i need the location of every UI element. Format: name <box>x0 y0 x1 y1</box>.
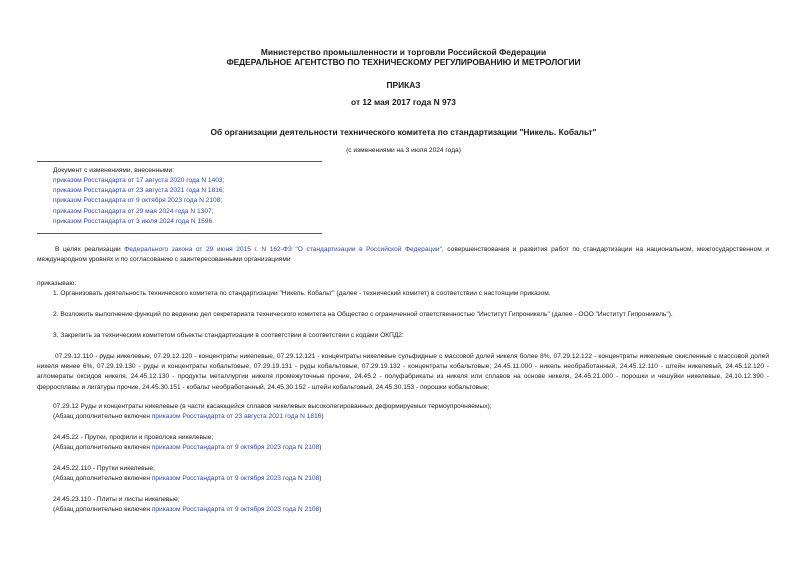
addition-1-text: 07.29.12 Руды и концентраты никелевые (в части касающейся сплавов никелевых высоколегированных деформируемых термоупрочняемых); <box>53 403 492 410</box>
change-link-2[interactable]: приказом Росстандарта от 23 августа 2021 года N 1816; <box>53 187 225 194</box>
addition-4-link[interactable]: приказом Росстандарта от 9 октября 2023 года N 2108 <box>151 506 320 513</box>
addition-4-note: (Абзац дополнительно включен приказом Росстандарта от 9 октября 2023 года N 2108) <box>53 506 322 513</box>
changes-top-divider <box>37 161 322 162</box>
addition-3-link[interactable]: приказом Росстандарта от 9 октября 2023 года N 2108 <box>151 475 320 482</box>
change-link-4[interactable]: приказом Росстандарта от 29 мая 2024 года N 1307; <box>53 208 214 215</box>
ministry-name: Министерство промышленности и торговли Российской Федерации <box>260 47 547 57</box>
addition-2-note: (Абзац дополнительно включен приказом Росстандарта от 9 октября 2023 года N 2108) <box>53 444 322 451</box>
revision-note: (с изменениями на 3 июля 2024 года) <box>346 147 461 154</box>
point-1: 1. Организовать деятельность технического комитета по стандартизации "Никель. Кобальт" (далее - технический комитет) в соответствии с настоящим приказом. <box>53 290 551 297</box>
preamble-text-end: , совершенствования и развития работ по стандартизации на национальном, межгосударственном и международном уровнях и по согласованию с заинтересованными организациями <box>37 246 770 264</box>
change-link-3[interactable]: приказом Росстандарта от 9 октября 2023 года N 2108; <box>53 197 223 204</box>
order-word: приказываю: <box>37 280 77 287</box>
addition-4-text: 24.45.23.110 - Плиты и листы никелевые; <box>53 496 180 503</box>
law-link[interactable]: Федерального закона от 29 июня 2015 г. N 162-ФЗ "О стандартизации в Российской Федерации" <box>124 246 442 253</box>
change-link-5[interactable]: приказом Росстандарта от 3 июля 2024 года N 1596. <box>53 218 214 225</box>
point-3: 3. Закрепить за техническим комитетом объекты стандартизации в соответствии в соответствии с кодами ОКПД2: <box>53 332 404 339</box>
preamble-text-start: В целях реализации <box>55 246 125 253</box>
change-link-1[interactable]: приказом Росстандарта от 17 августа 2020 года N 1403; <box>53 177 225 184</box>
changes-intro: Документ с изменениями, внесенными: <box>53 167 175 174</box>
document-title: Об организации деятельности технического комитета по стандартизации "Никель. Кобальт" <box>210 127 597 137</box>
addition-1-note: (Абзац дополнительно включен приказом Росстандарта от 23 августа 2021 года N 1816) <box>53 413 324 420</box>
addition-2-link[interactable]: приказом Росстандарта от 9 октября 2023 года N 2108 <box>151 444 320 451</box>
document-type: ПРИКАЗ <box>386 80 421 90</box>
addition-3-note: (Абзац дополнительно включен приказом Росстандарта от 9 октября 2023 года N 2108) <box>53 475 322 482</box>
changes-bottom-divider <box>37 233 322 234</box>
preamble-paragraph <box>37 245 769 265</box>
addition-2-text: 24.45.22 - Прутки, профили и проволока никелевые; <box>53 434 214 441</box>
okpd-codes-paragraph <box>37 352 769 393</box>
document-date-number: от 12 мая 2017 года N 973 <box>351 97 456 107</box>
addition-3-text: 24.45.22.110 - Прутки никелевые; <box>53 465 155 472</box>
point-2: 2. Возложить выполнение функций по ведению дел секретариата технического комитета на Общество с ограниченной ответственностью "Институт Гипроникель" (далее - ООО "Институт Гипроникель"). <box>53 311 673 318</box>
addition-1-link[interactable]: приказом Росстандарта от 23 августа 2021 года N 1816 <box>151 413 322 420</box>
agency-name: ФЕДЕРАЛЬНОЕ АГЕНТСТВО ПО ТЕХНИЧЕСКОМУ РЕГУЛИРОВАНИЮ И МЕТРОЛОГИИ <box>226 57 581 67</box>
okpd-codes-text: 07.29.12.110 - руды никелевые, 07.29.12.120 - концентраты никелевые, 07.29.12.121 - концентраты никелевые сульфидные с массовой долей никеля более 8%, 07.29.12.122 - концентраты никелевые окисленные с массовой долей никеля менее 6%, 07.29.19.130 - руды и концентраты кобальтовые, 07.29.19.131 - руды кобальтовые, 07.29.19.132 - концентраты кобальтовые; 24.45.11.000 - никель необработанный, 24.45.12.110 - штейн никелевый, 24.45.12.120 - агломераты оксидов никеля, 24.45.12.130 - продукты металлургии никеля промежуточные прочие, 24.45.2 - полуфабрикаты из никеля или сплавов на основе никеля, 24.45.21.000 - порошки и чешуйки никелевые, 24.10.12.390 - ферросплавы и лигатуры прочие, 24.45.30.151 - кобальт необработанный, 24.45.30.152 - штейн кобальтовый, 24.45.30.153 - порошки кобальтовые; <box>37 353 769 391</box>
